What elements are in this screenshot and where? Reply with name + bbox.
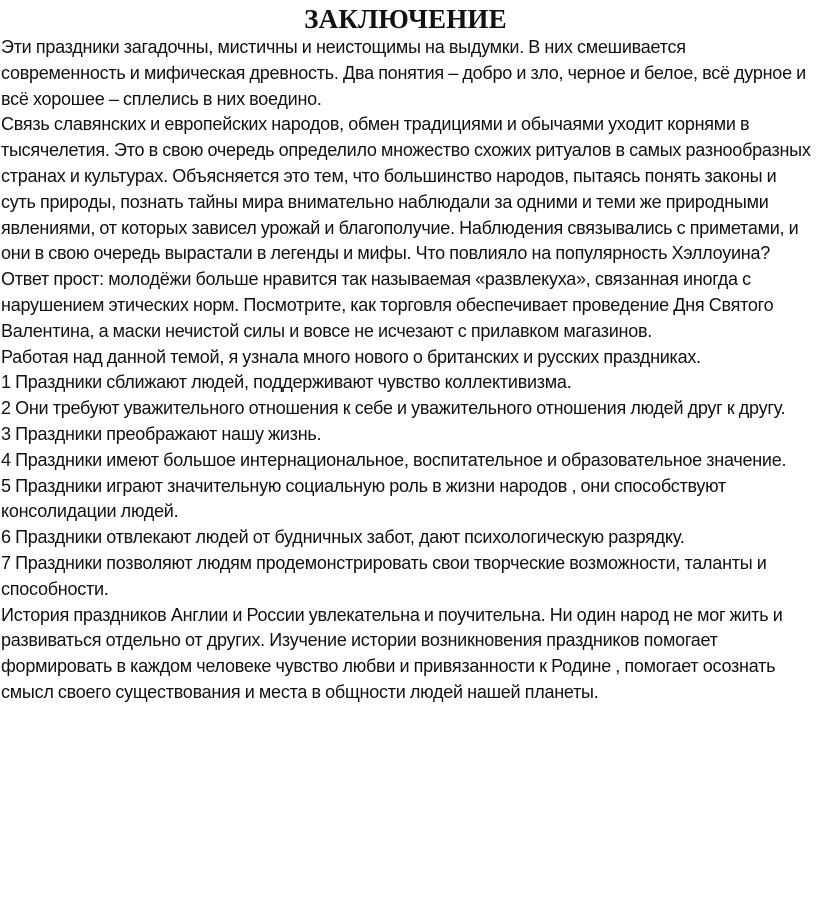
paragraph-connection: Связь славянских и европейских народов, обмен традициями и обычаями уходит корнями в тысячелетия. Это в свою очередь определило множество схожих ритуалов в самых разнообразных странах и культурах. Объясняется это тем, что большинство народов, пытаясь понять законы и суть природы, познать тайны мира внимательно наблюдали за одними и теми же природными явлениями, от которых зависел урожай и благополучие. Наблюдения связывались с приметами, и они в свою очередь вырастали в легенды и мифы. Что повлияло на популярность Хэллоуина? Ответ прост: молодёжи больше нравится так называемая «развлекуха», связанная иногда с нарушением этических норм. Посмотрите, как торговля обеспечивает проведение Дня Святого Валентина, а маски нечистой силы и вовсе не исчезают с прилавком магазинов.	[1, 114, 811, 341]
conclusion-item-1: 1 Праздники сближают людей, поддерживают чувство коллективизма.	[1, 372, 572, 393]
conclusion-item-2: 2 Они требуют уважительного отношения к себе и уважительного отношения людей друг к другу.	[1, 398, 786, 419]
conclusion-item-5: 5 Праздники играют значительную социальную роль в жизни народов , они способствуют консолидации людей.	[1, 475, 726, 522]
conclusion-item-3: 3 Праздники преображают нашу жизнь.	[1, 423, 322, 444]
conclusion-item-6: 6 Праздники отвлекают людей от будничных забот, дают психологическую разрядку.	[1, 527, 685, 548]
conclusion-item-7: 7 Праздники позволяют людям продемонстрировать свои творческие возможности, таланты и способности.	[1, 552, 767, 599]
paragraph-intro: Эти праздники загадочны, мистичны и неистощимы на выдумки. В них смешивается современность и мифическая древность. Два понятия – добро и зло, черное и белое, всё дурное и всё хорошее – сплелись в них воедино.	[1, 37, 806, 109]
document-title: ЗАКЛЮЧЕНИЕ	[304, 4, 507, 34]
conclusion-item-4: 4 Праздники имеют большое интернациональное, воспитательное и образовательное значение.	[1, 449, 787, 470]
document-body	[1, 35, 813, 706]
paragraph-work-summary: Работая над данной темой, я узнала много нового о британских и русских праздниках.	[1, 346, 701, 367]
paragraph-final: История праздников Англии и России увлекательна и поучительна. Ни один народ не мог жить и развиваться отдельно от других. Изучение истории возникновения праздников помогает формировать в каждом человеке чувство любви и привязанности к Родине , помогает осознать смысл своего существования и места в общности людей нашей планеты.	[1, 604, 783, 702]
